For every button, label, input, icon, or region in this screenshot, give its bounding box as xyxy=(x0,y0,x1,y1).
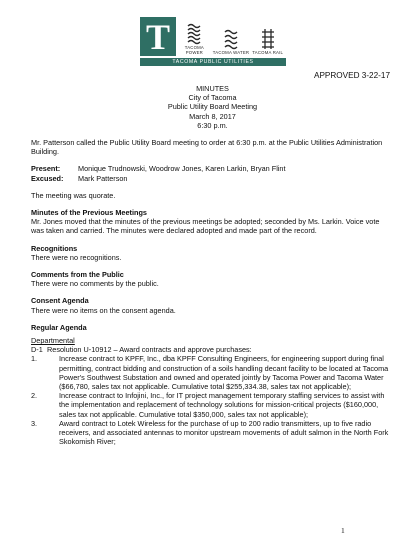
city-name: City of Tacoma xyxy=(188,93,237,103)
resolution-number: D-1 xyxy=(31,345,43,355)
item-text: Increase contract to Infojini, Inc., for IT project management temporary staffing services to assist with the implementation and replacement of technology solutions for mission-critical projects ($160,000, sales tax not applicable. Cumulative total $350,000, sales tax not applicable); xyxy=(59,391,385,419)
resolution-text: Resolution U-10912 – Award contracts and approve purchases: xyxy=(47,345,252,355)
comments-text: There were no comments by the public. xyxy=(31,279,159,289)
consent-text: There were no items on the consent agenda. xyxy=(31,305,176,315)
rail-track-icon xyxy=(261,28,275,50)
meeting-time: 6:30 p.m. xyxy=(197,120,228,130)
quorum-statement: The meeting was quorate. xyxy=(31,190,116,200)
tacoma-public-utilities-logo xyxy=(140,17,286,68)
regular-agenda-heading: Regular Agenda xyxy=(31,322,87,332)
logo-bar: TACOMA PUBLIC UTILITIES xyxy=(140,58,286,66)
departmental-heading: Departmental xyxy=(31,336,75,346)
recognitions-heading: Recognitions xyxy=(31,243,78,253)
logo-division-water: TACOMA WATER xyxy=(213,17,250,56)
minutes-header xyxy=(31,84,394,130)
board-name: Public Utility Board Meeting xyxy=(167,102,258,112)
list-item xyxy=(31,354,394,391)
logo-division-rail: TACOMA RAIL xyxy=(249,17,286,56)
approved-stamp: APPROVED 3-22-17 xyxy=(314,71,390,80)
list-item xyxy=(31,419,394,447)
comments-heading: Comments from the Public xyxy=(31,270,124,280)
minutes-heading: Minutes of the Previous Meetings xyxy=(31,208,147,218)
power-wave-icon xyxy=(187,23,201,45)
item-number: 2. xyxy=(31,391,38,401)
meeting-date: March 8, 2017 xyxy=(189,111,236,121)
water-wave-icon xyxy=(224,28,238,50)
consent-heading: Consent Agenda xyxy=(31,296,89,306)
logo-division-power: TACOMA POWER xyxy=(176,17,213,56)
recognitions-text: There were no recognitions. xyxy=(31,252,122,262)
page-number: 1 xyxy=(341,526,345,535)
present-list: Monique Trudnowski, Woodrow Jones, Karen Larkin, Bryan Flint xyxy=(78,164,286,174)
attendance xyxy=(31,164,394,182)
minutes-title: MINUTES xyxy=(196,84,229,93)
item-text: Award contract to Lotek Wireless for the purchase of up to 200 radio transmitters, up to five radio receivers, and associated antennas to monitor upstream movements of adult salmon in the North Fork Skokomish River; xyxy=(59,418,389,447)
logo-t-mark: T xyxy=(140,17,176,56)
present-label: Present: xyxy=(31,164,61,174)
item-number: 1. xyxy=(31,354,38,364)
minutes-body xyxy=(31,84,394,447)
list-item xyxy=(31,391,394,419)
item-text: Increase contract to KPFF, Inc., dba KPFF Consulting Engineers, for engineering support during final permitting, contract bidding and construction of a soils handling decant facility to be located at Tacoma Power's Southwest Substation and owned and operated jointly by Tacoma Power and Tacoma Water ($66,780, sales tax not applicable. Cumulative total $255,334.38, sales tax not applicable); xyxy=(59,354,389,392)
excused-label: Excused: xyxy=(31,173,64,183)
minutes-text: Mr. Jones moved that the minutes of the previous meetings be adopted; seconded by Ms. Larkin. Voice vote was taken and carried. The minutes were declared adopted and made part of the record. xyxy=(31,217,380,236)
item-number: 3. xyxy=(31,418,38,428)
excused-list: Mark Patterson xyxy=(78,173,128,183)
resolution-line xyxy=(31,345,394,354)
intro-paragraph: Mr. Patterson called the Public Utility Board meeting to order at 6:30 p.m. at the Public Utilities Administration Building. xyxy=(31,138,383,157)
